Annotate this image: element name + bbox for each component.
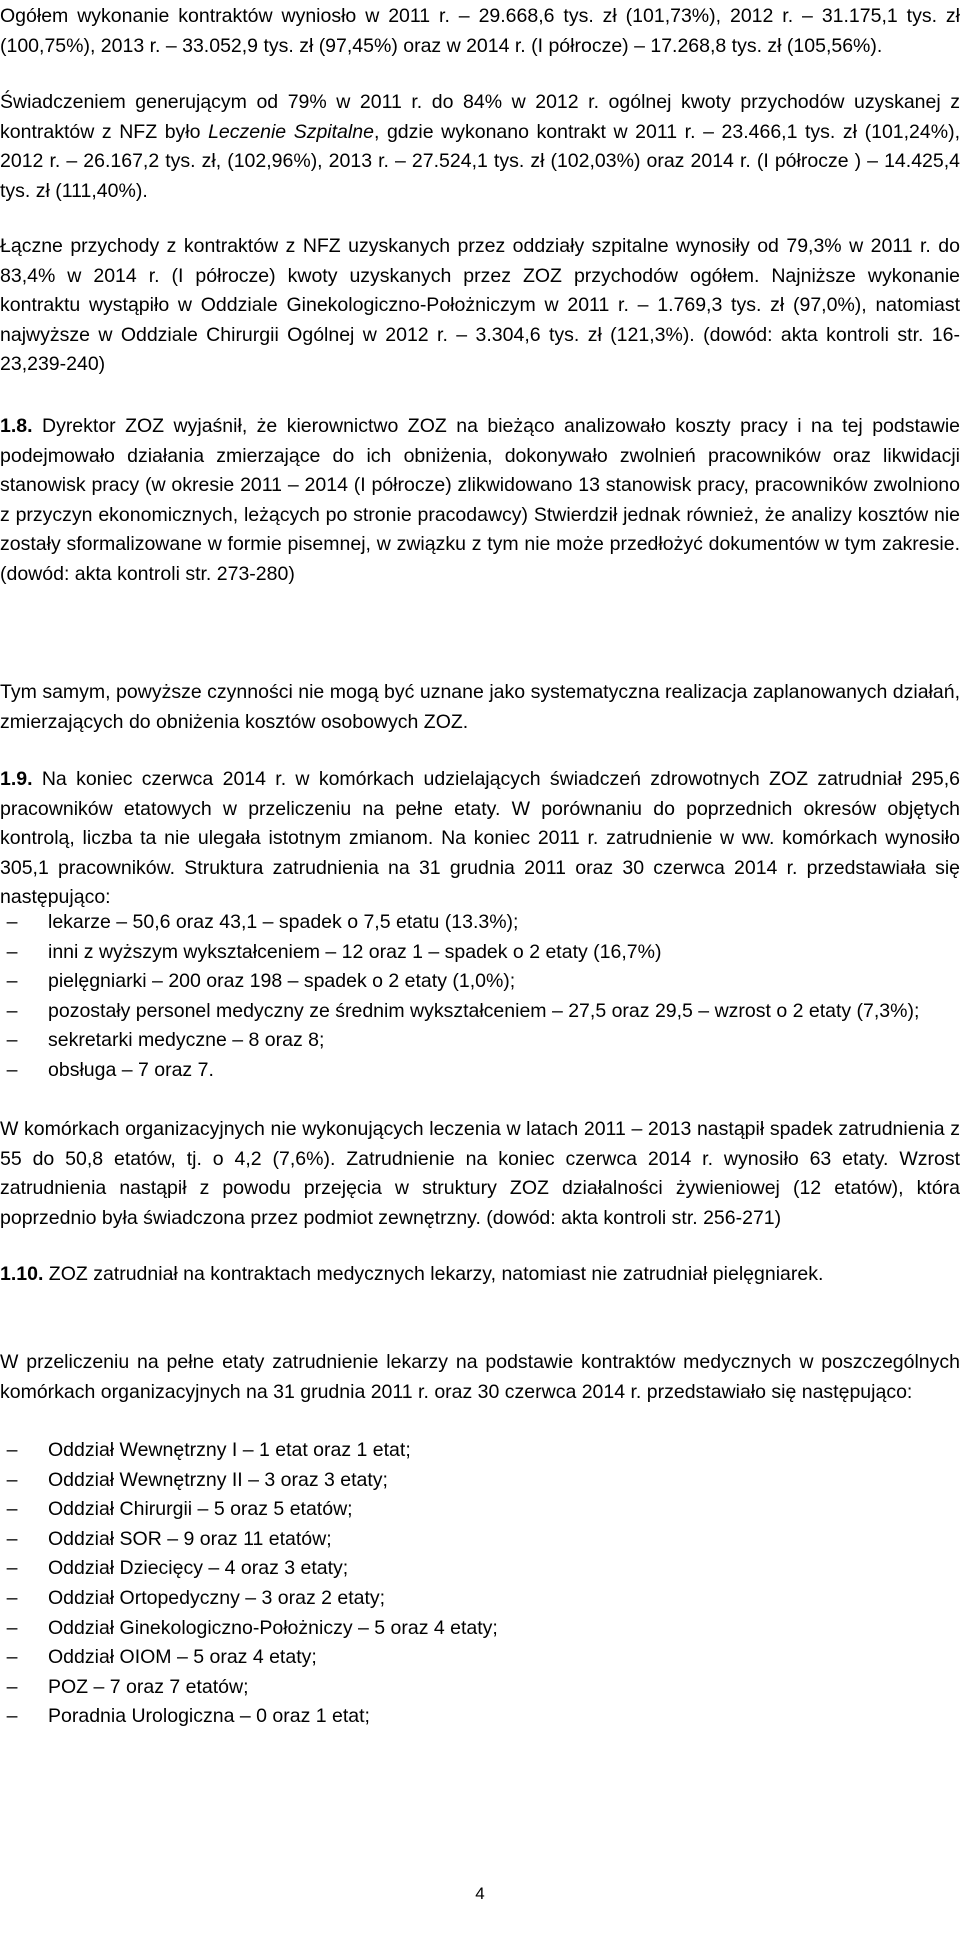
section-number: 1.8.	[0, 415, 33, 437]
list-item-text: pozostały personel medyczny ze średnim wykształceniem – 27,5 oraz 29,5 – wzrost o 2 etaty (7,3%);	[48, 999, 920, 1022]
list-item	[0, 938, 960, 968]
staff-structure-list	[0, 908, 960, 1086]
list-item-text: Oddział Dziecięcy – 4 oraz 3 etaty;	[48, 1557, 349, 1580]
paragraph-contract-execution	[0, 2, 960, 61]
list-item	[0, 1702, 960, 1732]
paragraph-contract-doctors	[0, 1348, 960, 1407]
dash-bullet: –	[6, 1705, 18, 1728]
list-item-text: Oddział Wewnętrzny I – 1 etat oraz 1 etat;	[48, 1439, 411, 1461]
list-item-text: Poradnia Urologiczna – 0 oraz 1 etat;	[48, 1705, 370, 1728]
dash-bullet: –	[6, 970, 18, 993]
paragraph-ward-revenues	[0, 232, 960, 380]
list-item	[0, 908, 960, 938]
list-item	[0, 1554, 960, 1584]
list-item-text: Oddział Ginekologiczno-Położniczy – 5 oraz 4 etaty;	[48, 1616, 498, 1639]
list-item	[0, 1584, 960, 1614]
list-item-text: Oddział Chirurgii – 5 oraz 5 etatów;	[48, 1498, 353, 1521]
dash-bullet: –	[6, 1586, 18, 1609]
ward-staff-list	[0, 1436, 960, 1732]
paragraph-non-treatment-units	[0, 1115, 960, 1233]
list-item	[0, 1643, 960, 1673]
list-item	[0, 1614, 960, 1644]
paragraph-conclusion	[0, 678, 960, 737]
list-item-text: inni z wyższym wykształceniem – 12 oraz 1 – spadek o 2 etaty (16,7%)	[48, 940, 662, 963]
list-item-text: lekarze – 50,6 oraz 43,1 – spadek o 7,5 etatu (13.3%);	[48, 911, 519, 933]
dash-bullet: –	[6, 1058, 18, 1081]
dash-bullet: –	[6, 1616, 18, 1639]
list-item	[0, 967, 960, 997]
paragraph-text: Na koniec czerwca 2014 r. w komórkach udzielających świadczeń zdrowotnych ZOZ zatrudniał 295,6 pracowników etatowych w przeliczeniu na pełne etaty. W porównaniu do poprzednich okresów objętych kontrolą, liczba ta nie ulegała istotnym zmianom. Na koniec 2011 r. zatrudnienie w ww. komórkach wynosiło 305,1 pracowników. Struktura zatrudnienia na 31 grudnia 2011 oraz 30 czerwca 2014 r. przedstawiała się następująco:	[0, 768, 960, 909]
list-item	[0, 1495, 960, 1525]
list-item	[0, 997, 960, 1027]
dash-bullet: –	[6, 1029, 18, 1052]
dash-bullet: –	[6, 1498, 18, 1521]
paragraph-text: ZOZ zatrudniał na kontraktach medycznych lekarzy, natomiast nie zatrudniał pielęgniarek.	[43, 1263, 824, 1285]
dash-bullet: –	[6, 999, 18, 1022]
dash-bullet: –	[6, 1557, 18, 1580]
list-item-text: Oddział OIOM – 5 oraz 4 etaty;	[48, 1646, 317, 1669]
list-item-text: sekretarki medyczne – 8 oraz 8;	[48, 1029, 325, 1052]
list-item-text: Oddział Wewnętrzny II – 3 oraz 3 etaty;	[48, 1468, 388, 1491]
list-item	[0, 1525, 960, 1555]
dash-bullet: –	[6, 940, 18, 963]
dash-bullet: –	[6, 1646, 18, 1669]
list-item	[0, 1673, 960, 1703]
dash-bullet: –	[6, 1675, 18, 1698]
section-number: 1.10.	[0, 1263, 44, 1285]
dash-bullet: –	[6, 1439, 18, 1461]
paragraph-hospital-treatment	[0, 88, 960, 206]
list-item	[0, 1056, 960, 1086]
list-item-text: POZ – 7 oraz 7 etatów;	[48, 1675, 249, 1698]
paragraph-text: Dyrektor ZOZ wyjaśnił, że kierownictwo ZOZ na bieżąco analizowało koszty pracy i na tej podstawie podejmowało działania zmierzające do ich obniżenia, dokonywało zwolnień pracowników oraz likwidacji stanowisk pracy (w okresie 2011 – 2014 (I półrocze) zlikwidowano 13 stanowisk pracy, pracowników zwolniono z przyczyn ekonomicznych, leżących po stronie pracodawcy) Stwierdził jednak również, że analizy kosztów nie zostały sformalizowane w formie pisemnej, w związku z tym nie może przedłożyć dokumentów w tym zakresie. (dowód: akta kontroli str. 273-280)	[0, 415, 960, 585]
dash-bullet: –	[6, 911, 18, 933]
dash-bullet: –	[6, 1468, 18, 1491]
paragraph-text: Ogółem wykonanie kontraktów wyniosło w 2011 r. – 29.668,6 tys. zł (101,73%), 2012 r. – 31.175,1 tys. zł (100,75%), 2013 r. – 33.052,9 tys. zł (97,45%) oraz w 2014 r. (I półrocze) – 17.268,8 tys. zł (105,56%).	[0, 5, 960, 57]
paragraph-1-8	[0, 412, 960, 590]
paragraph-1-9	[0, 765, 960, 913]
list-item	[0, 1466, 960, 1496]
paragraph-text: Łączne przychody z kontraktów z NFZ uzyskanych przez oddziały szpitalne wynosiły od 79,3% w 2011 r. do 83,4% w 2014 r. (I półrocze) kwoty uzyskanych przez ZOZ przychodów ogółem. Najniższe wykonanie kontraktu wystąpiło w Oddziale Ginekologiczno-Położniczym w 2011 r. – 1.769,3 tys. zł (97,0%), natomiast najwyższe w Oddziale Chirurgii Ogólnej w 2012 r. – 3.304,6 tys. zł (121,3%). (dowód: akta kontroli str. 16-23,239-240)	[0, 235, 960, 376]
list-item	[0, 1436, 960, 1466]
paragraph-text: Tym samym, powyższe czynności nie mogą być uznane jako systematyczna realizacja zaplanowanych działań, zmierzających do obniżenia kosztów osobowych ZOZ.	[0, 681, 960, 733]
paragraph-1-10	[0, 1260, 960, 1290]
list-item-text: pielęgniarki – 200 oraz 198 – spadek o 2 etaty (1,0%);	[48, 970, 516, 993]
italic-term: Leczenie Szpitalne	[208, 120, 374, 143]
section-number: 1.9.	[0, 768, 33, 790]
paragraph-text: W przeliczeniu na pełne etaty zatrudnienie lekarzy na podstawie kontraktów medycznych w poszczególnych komórkach organizacyjnych na 31 grudnia 2011 r. oraz 30 czerwca 2014 r. przedstawiało się następująco:	[0, 1351, 960, 1403]
paragraph-text: W komórkach organizacyjnych nie wykonujących leczenia w latach 2011 – 2013 nastąpił spadek zatrudnienia z 55 do 50,8 etatów, tj. o 4,2 (7,6%). Zatrudnienie na koniec czerwca 2014 r. wynosiło 63 etaty. Wzrost zatrudnienia nastąpił z powodu przejęcia w struktury ZOZ działalności żywieniowej (12 etatów), która poprzednio była świadczona przez podmiot zewnętrzny. (dowód: akta kontroli str. 256-271)	[0, 1118, 960, 1229]
dash-bullet: –	[6, 1527, 18, 1550]
list-item	[0, 1026, 960, 1056]
list-item-text: Oddział Ortopedyczny – 3 oraz 2 etaty;	[48, 1586, 386, 1609]
paragraph-text: , gdzie wykonano kontrakt w 2011 r. – 23.466,1 tys. zł (101,24%), 2012 r. – 26.167,2 tys. zł, (102,96%), 2013 r. – 27.524,1 tys. zł (102,03%) oraz 2014 r. (I półrocze ) – 14.425,4 tys. zł (111,40%).	[0, 120, 960, 202]
page-number: 4	[475, 1884, 485, 1903]
list-item-text: obsługa – 7 oraz 7.	[48, 1058, 214, 1081]
list-item-text: Oddział SOR – 9 oraz 11 etatów;	[48, 1527, 332, 1550]
paragraph-text: Świadczeniem generującym od 79% w 2011 r. do 84% w 2012 r. ogólnej kwoty przychodów uzyskanej z kontraktów z NFZ było	[0, 91, 960, 143]
